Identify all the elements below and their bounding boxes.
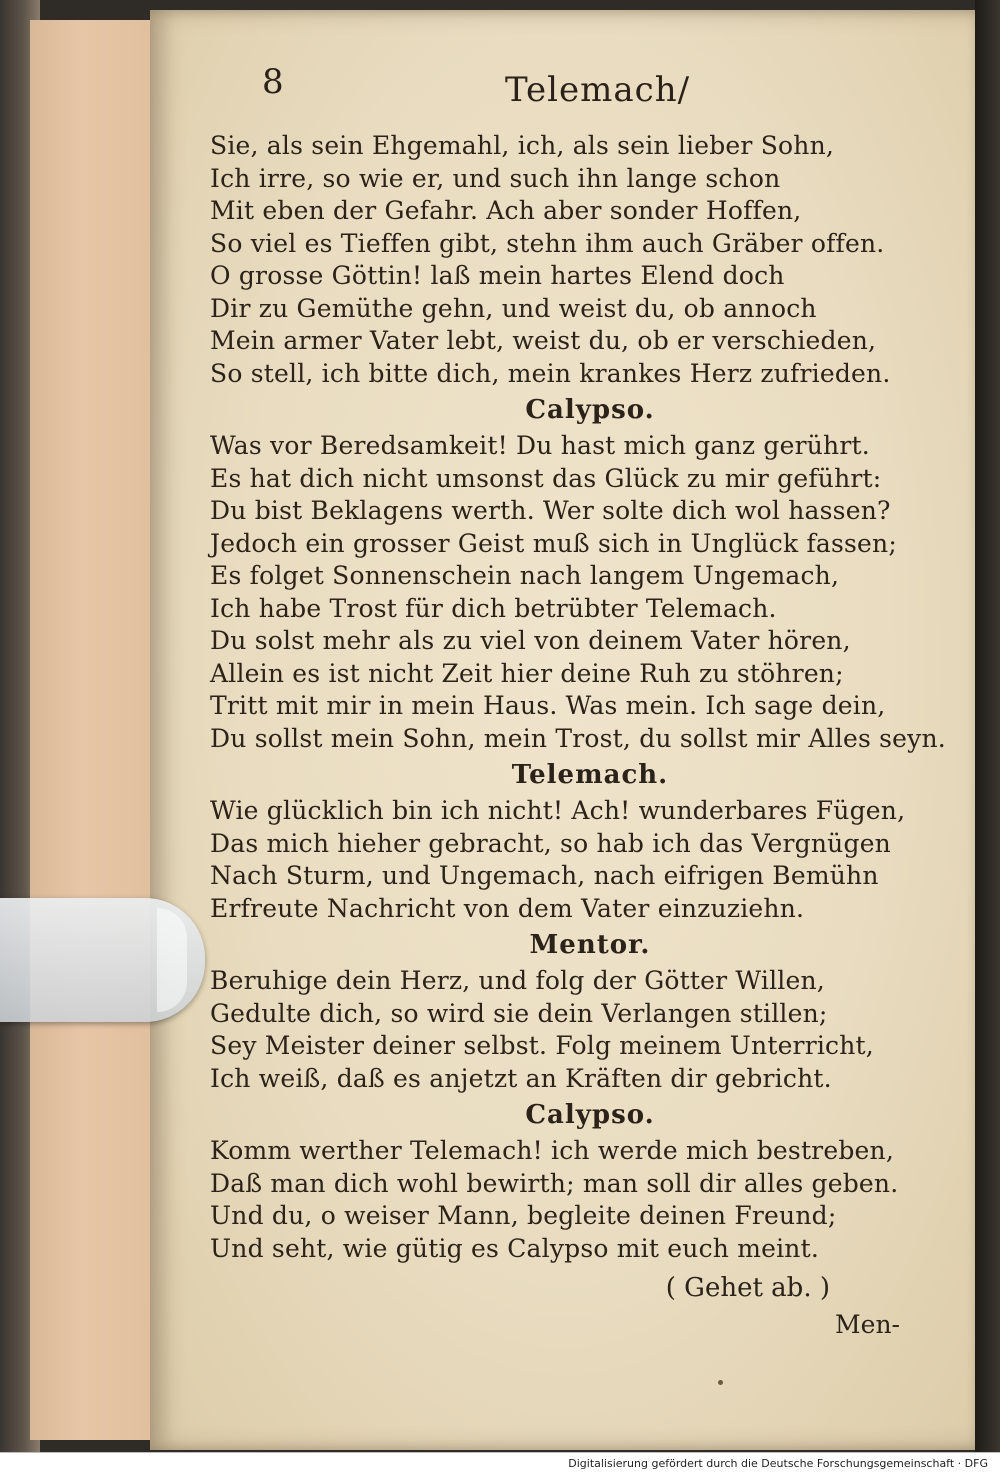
running-head: Telemach/ <box>505 70 691 110</box>
verse-line: Nach Sturm, und Ungemach, nach eifrigen Bemühn <box>210 861 879 890</box>
verse-line: O grosse Göttin! laß mein hartes Elend doch <box>210 261 785 290</box>
verse-line: Mit eben der Gefahr. Ach aber sonder Hoffen, <box>210 196 802 225</box>
catchword: Men- <box>835 1310 900 1339</box>
verse-line: Jedoch ein grosser Geist muß sich in Unglück fassen; <box>210 528 897 558</box>
verse-line: So stell, ich bitte dich, mein krankes Herz zufrieden. <box>210 358 891 388</box>
footer-bar <box>0 1452 1000 1477</box>
speaker-telemach: Telemach. <box>511 760 669 790</box>
verse-line: Und du, o weiser Mann, begleite deinen Freund; <box>210 1201 837 1230</box>
verse-line: Gedulte dich, so wird sie dein Verlangen stillen; <box>210 998 828 1028</box>
page-holder-clip <box>0 898 205 1022</box>
verse-line: Beruhige dein Herz, und folg der Götter Willen, <box>210 966 825 995</box>
verse-line: Erfreute Nachricht von dem Vater einzuziehn. <box>210 893 805 923</box>
verse-line: Du sollst mein Sohn, mein Trost, du sollst mir Alles seyn. <box>210 723 946 753</box>
verse-line: Du bist Beklagens werth. Wer solte dich wol hassen? <box>210 496 891 525</box>
verse-line: So viel es Tieffen gibt, stehn ihm auch Gräber offen. <box>210 228 885 258</box>
verse-line: Ich weiß, daß es anjetzt an Kräften dir gebricht. <box>210 1063 832 1093</box>
verse-line: Allein es ist nicht Zeit hier deine Ruh zu stöhren; <box>210 658 844 688</box>
verse-line: Ich habe Trost für dich betrübter Telemach. <box>210 593 777 623</box>
verse-line: Es hat dich nicht umsonst das Glück zu mir geführt: <box>210 463 882 493</box>
verse-line: Tritt mit mir in mein Haus. Was mein. Ich sage dein, <box>210 691 886 720</box>
verse-line: Ich irre, so wie er, und such ihn lange schon <box>210 163 781 193</box>
verse-line: Was vor Beredsamkeit! Du hast mich ganz gerührt. <box>210 431 870 460</box>
speaker-calypso: Calypso. <box>525 1100 655 1130</box>
verse-line: Daß man dich wohl bewirth; man soll dir alles geben. <box>210 1168 899 1198</box>
verse-line: Und seht, wie gütig es Calypso mit euch meint. <box>210 1233 820 1263</box>
verse-line: Komm werther Telemach! ich werde mich bestreben, <box>210 1136 894 1165</box>
verse-line: Es folget Sonnenschein nach langem Ungemach, <box>210 561 840 590</box>
verse-line: Mein armer Vater lebt, weist du, ob er verschieden, <box>210 326 877 355</box>
footer-credit: Digitalisierung gefördert durch die Deutsche Forschungsgemeinschaft · DFG <box>568 1457 988 1470</box>
speaker-mentor: Mentor. <box>529 930 651 960</box>
verse-line: Das mich hieher gebracht, so hab ich das Vergnügen <box>210 828 891 858</box>
cover-strip <box>30 20 162 1440</box>
stage-direction: ( Gehet ab. ) <box>665 1273 830 1303</box>
page-number: 8 <box>262 62 284 102</box>
book-page <box>150 10 980 1450</box>
verse-line: Du solst mehr als zu viel von deinem Vater hören, <box>210 626 851 655</box>
page-gutter-right <box>975 0 1000 1477</box>
verse-line: Sey Meister deiner selbst. Folg meinem Unterricht, <box>210 1031 874 1060</box>
speaker-calypso: Calypso. <box>525 395 655 425</box>
text-block <box>210 130 946 1343</box>
verse-line: Dir zu Gemüthe gehn, und weist du, ob annoch <box>210 293 817 323</box>
verse-line: Wie glücklich bin ich nicht! Ach! wunderbares Fügen, <box>210 796 906 825</box>
verse-line: Sie, als sein Ehgemahl, ich, als sein lieber Sohn, <box>210 131 835 160</box>
ink-spot <box>718 1380 723 1385</box>
